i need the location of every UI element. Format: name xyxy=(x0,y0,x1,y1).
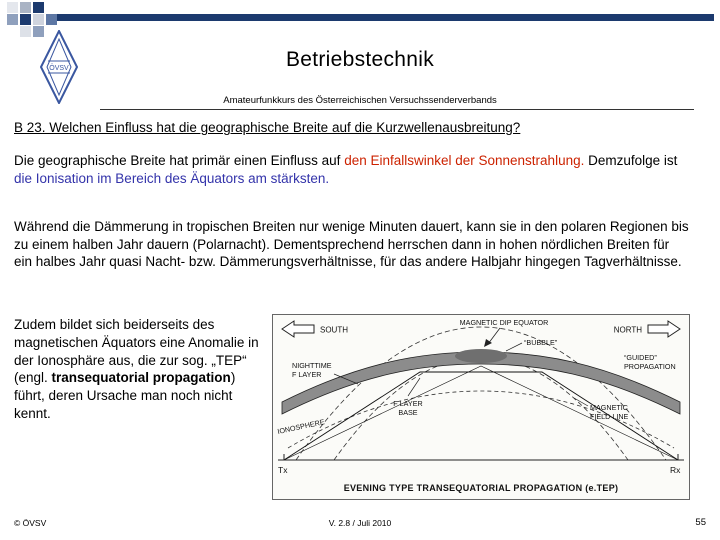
tx-label: Tx xyxy=(278,465,288,475)
paragraph-1-highlight-blue: die Ionisation im Bereich des Äquators am stärksten. xyxy=(14,170,330,186)
dip-equator-label: MAGNETIC DIP EQUATOR xyxy=(459,318,549,327)
north-label: NORTH xyxy=(613,325,642,335)
tep-diagram xyxy=(272,314,690,500)
subtitle-rule xyxy=(100,109,694,110)
bubble-label: “BUBBLE” xyxy=(524,338,558,347)
guided-propagation-label: PROPAGATION xyxy=(624,362,676,371)
paragraph-1-text: Die geographische Breite hat primär einen Einfluss auf xyxy=(14,153,345,168)
logo-text: ÖVSV xyxy=(49,65,69,72)
diagram-caption: EVENING TYPE TRANSEQUATORIAL PROPAGATION (e.TEP) xyxy=(343,483,619,493)
south-label: SOUTH xyxy=(320,325,348,335)
footer-page-number: 55 xyxy=(695,517,706,528)
deco-square xyxy=(20,14,31,25)
nighttime-flayer-label: NIGHTTIME xyxy=(292,361,332,370)
nighttime-flayer-label: F LAYER xyxy=(292,370,322,379)
rx-label: Rx xyxy=(670,465,681,475)
paragraph-3 xyxy=(14,316,262,423)
paragraph-3-text: ) führt, deren Ursache man noch nicht kennt. xyxy=(14,370,236,422)
question-heading: B 23. Welchen Einfluss hat die geographische Breite auf die Kurzwellenausbreitung? xyxy=(14,120,521,135)
deco-square xyxy=(7,2,18,13)
magnetic-field-line-label: MAGNETIC xyxy=(590,403,628,412)
deco-square xyxy=(20,26,31,37)
flayer-base-label: F LAYER xyxy=(393,399,423,408)
deco-square xyxy=(33,2,44,13)
paragraph-2: Während die Dämmerung in tropischen Breiten nur wenige Minuten dauert, kann sie in den polaren Regionen bis zu einem halben Jahr dauern (Polarnacht). Dementsprechend herrschen dann in hohen nördlichen Breiten für ein halbes Jahr quasi Nacht- bzw. Dämmerungsverhältnisse, für das andere Halbjahr hingegen Tagverhältnisse. xyxy=(14,219,689,270)
deco-square xyxy=(33,14,44,25)
magnetic-field-line-label: FIELD LINE xyxy=(590,412,629,421)
ionosphere-label: IONOSPHERE xyxy=(276,417,326,436)
deco-square xyxy=(46,14,57,25)
deco-square xyxy=(7,14,18,25)
flayer-base-label: BASE xyxy=(398,408,418,417)
paragraph-3-text: Zudem bildet sich beiderseits des magnetischen Äquators eine Anomalie in der Ionosphäre aus, die zur sog. „TEP“ (engl. xyxy=(14,317,259,386)
subtitle: Amateurfunkkurs des Österreichischen Versuchssenderverbands xyxy=(223,95,497,106)
guided-propagation-label: “GUIDED” xyxy=(624,353,657,362)
deco-square xyxy=(20,2,31,13)
paragraph-3-bold: transequatorial propagation xyxy=(51,370,231,386)
footer-version: V. 2.8 / Juli 2010 xyxy=(328,518,392,528)
bubble-shape xyxy=(455,349,507,363)
paragraph-1 xyxy=(14,152,690,187)
deco-top-bar xyxy=(57,14,714,21)
paragraph-1-text: Demzufolge ist xyxy=(584,153,678,168)
page-title: Betriebstechnik xyxy=(285,48,435,71)
paragraph-1-highlight-red: den Einfallswinkel der Sonnenstrahlung. xyxy=(344,153,585,168)
footer-copyright: © ÖVSV xyxy=(14,518,47,528)
